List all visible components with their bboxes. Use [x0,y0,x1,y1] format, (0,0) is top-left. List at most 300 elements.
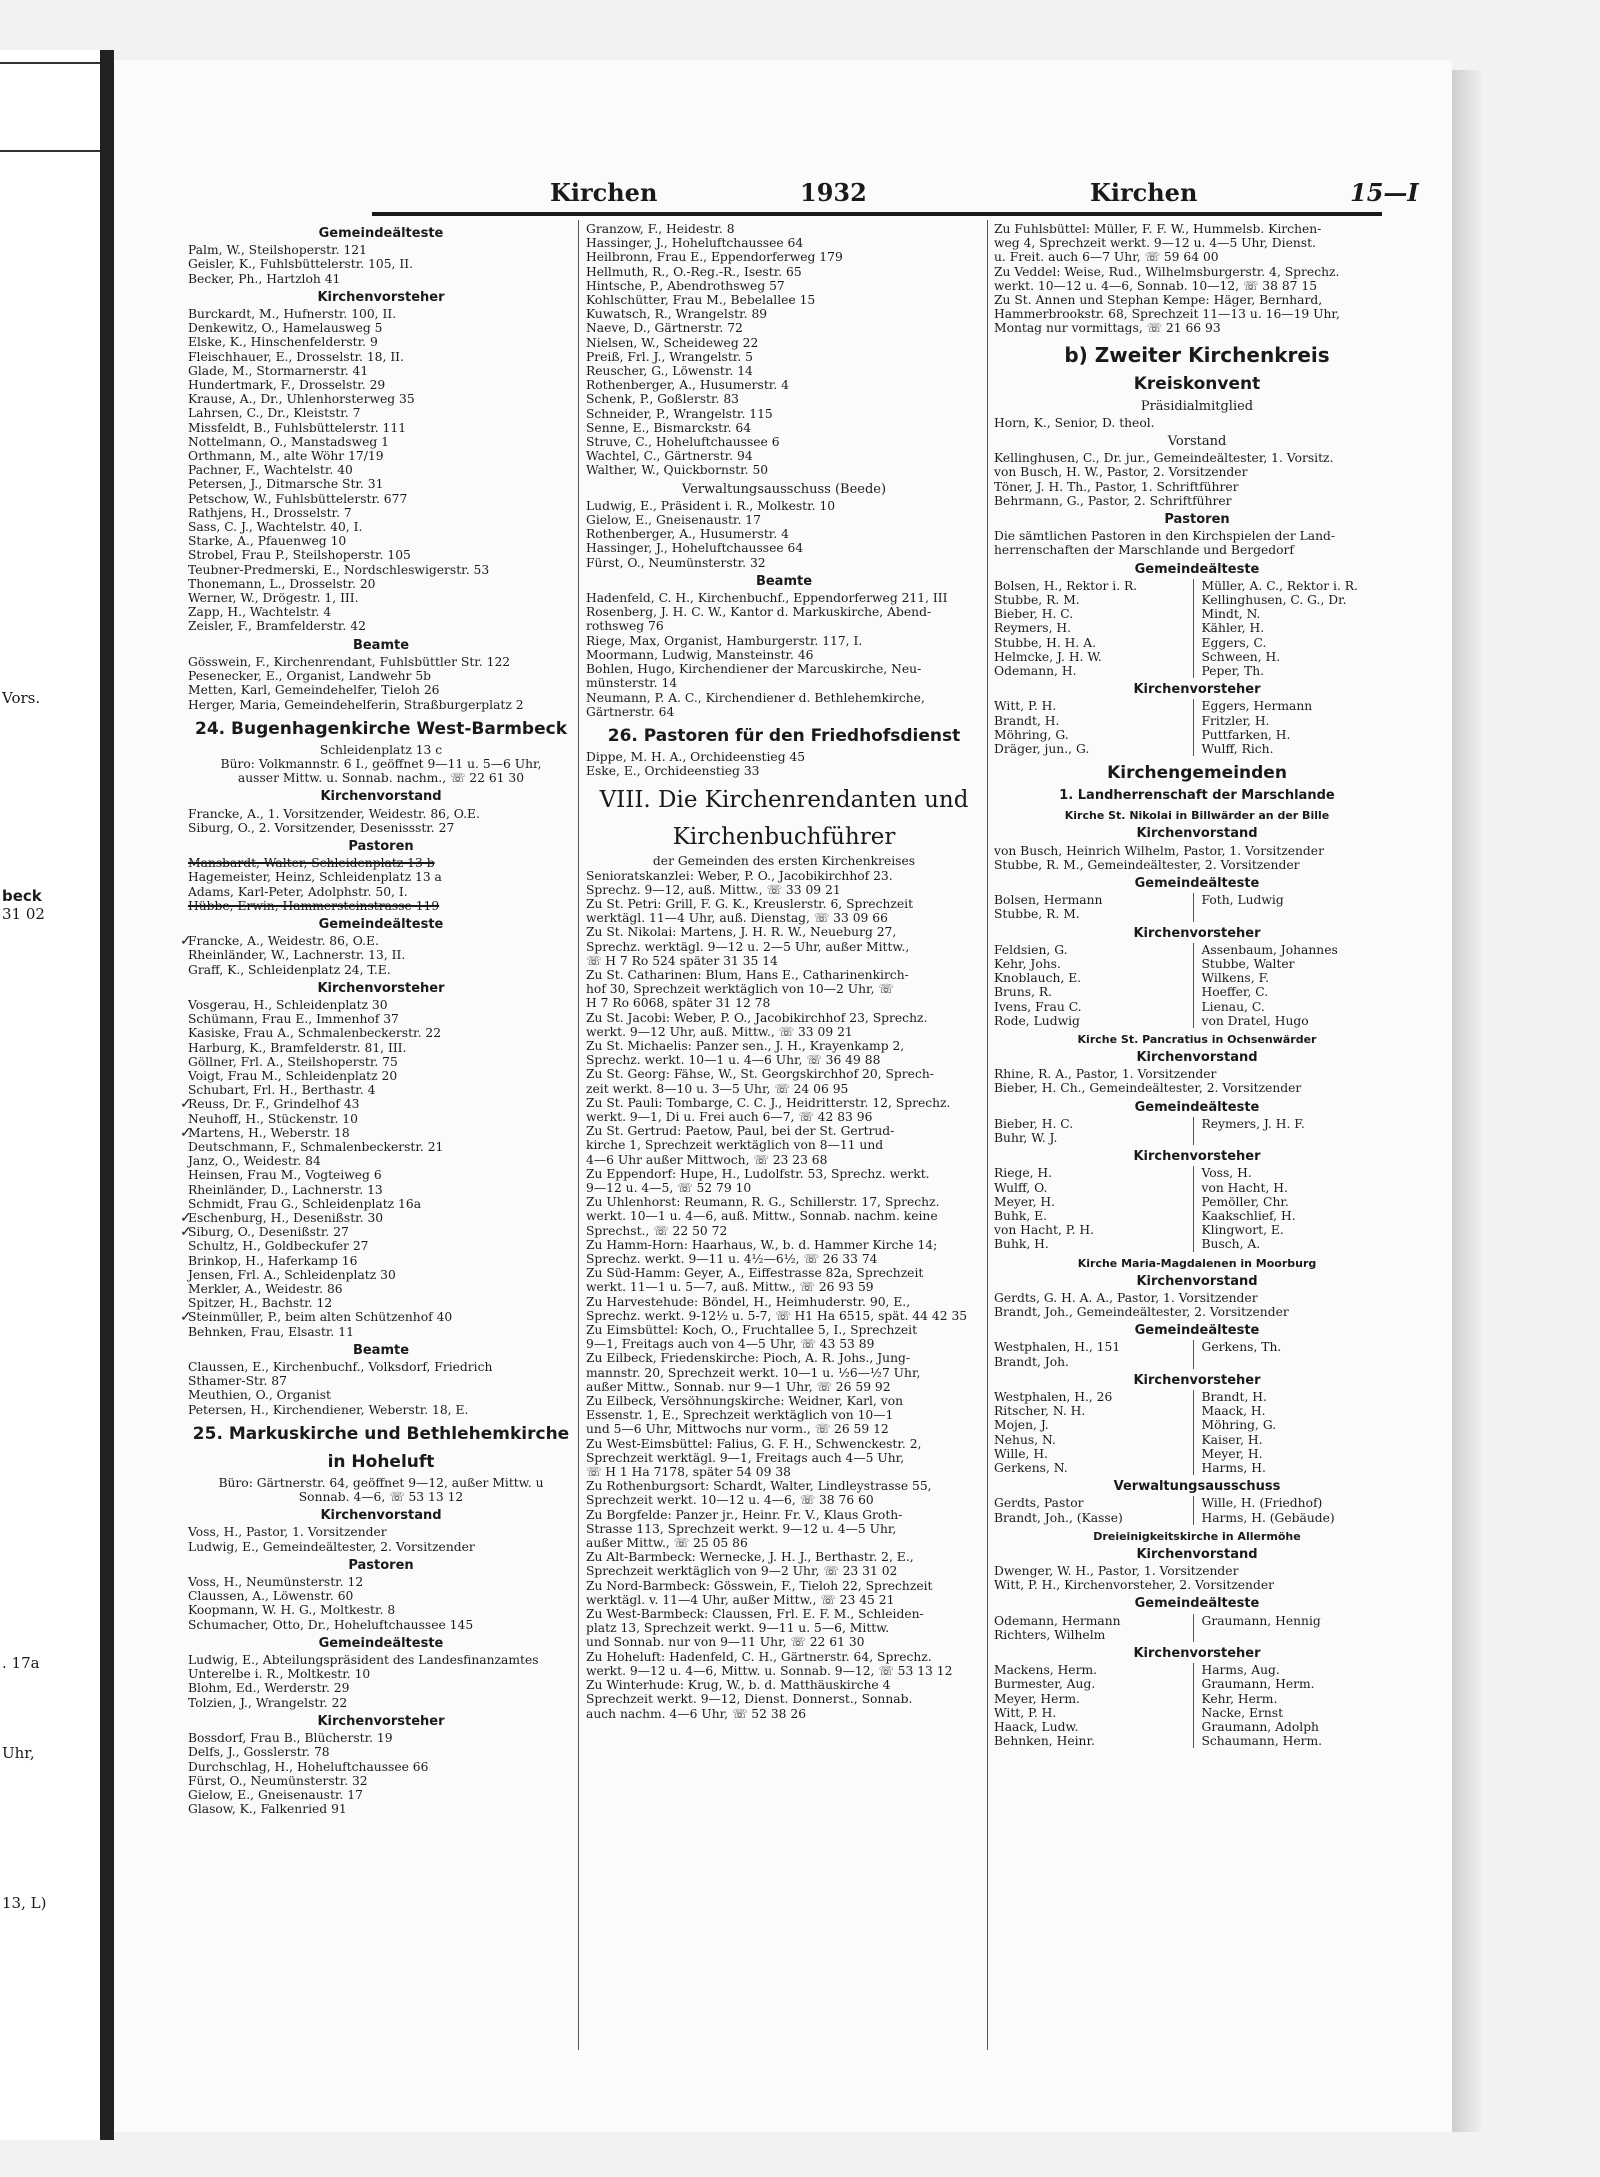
chapter-title: VIII. Die Kirchenrendanten und [599,787,969,814]
entry-line: Sprechzeit werkt. 9—12, Dienst. Donnerst., Sonnab. [586,1692,913,1707]
right-name: Harms, H. [1193,1461,1401,1475]
check-mark-icon: ✓ [180,1210,192,1226]
right-name: Graumann, Herm. [1193,1677,1401,1691]
entry-line: Senioratskanzlei: Weber, P. O., Jacobikirchhof 23. [586,868,893,883]
right-name: Gerkens, Th. [1193,1340,1401,1354]
check-mark-icon: ✓ [180,1124,192,1141]
two-column-row [994,985,1400,999]
entry-line: Bieber, H. Ch., Gemeindeältester, 2. Vorsitzender [994,1081,1302,1096]
entry-line: Zu Rothenburgsort: Schardt, Walter, Lindleystrasse 55, [586,1479,932,1494]
entry-line: Riege, Max, Organist, Hamburgerstr. 117, I. [586,633,863,648]
two-column-row [994,714,1400,728]
two-column-row [994,1628,1400,1642]
entry-line: Zu Eppendorf: Hupe, H., Ludolfstr. 53, Sprechz. werkt. [586,1166,930,1181]
two-column-row [994,1614,1400,1628]
entry-line: Sprechzeit werktäglich von 9—2 Uhr, ☏ 23 31 02 [586,1564,898,1579]
two-column-row [994,1706,1400,1720]
entry-line: von Busch, Heinrich Wilhelm, Pastor, 1. Vorsitzender [994,843,1324,858]
entry-line: Zu St. Catharinen: Blum, Hans E., Catharinenkirch- [586,967,909,982]
entry-line: Zu West-Eimsbüttel: Falius, G. F. H., Schwenckestr. 2, [586,1436,922,1451]
entry-line: Behrmann, G., Pastor, 2. Schriftführer [994,493,1232,508]
entry-line: Struve, C., Hoheluftchaussee 6 [586,435,780,450]
section-heading: Gemeindeälteste [318,226,444,241]
left-name: Stubbe, H. H. A. [994,635,1096,650]
entry-line: Missfeldt, B., Fuhlsbüttelerstr. 111 [188,420,407,435]
entry-line: und Sonnab. nur von 9—11 Uhr, ☏ 22 61 30 [586,1635,865,1650]
struck-entry: Mansbardt, Walter, Schleidenplatz 13 b [188,856,435,871]
entry-line: Fleischhauer, E., Drosselstr. 18, II. [188,349,404,364]
entry-line: Zu St. Pauli: Tombarge, C. C. J., Heidritterstr. 12, Sprechz. [586,1095,951,1110]
right-name: Nacke, Ernst [1193,1706,1401,1720]
entry-line: Zu Eilbeck, Friedenskirche: Pioch, A. R. Johs., Jung- [586,1351,911,1366]
column-rule [578,220,579,2050]
entry-line: Behnken, Frau, Elsastr. 11 [188,1324,354,1339]
entry-line: Neumann, P. A. C., Kirchendiener d. Bethlehemkirche, [586,690,925,705]
two-column-row [994,943,1400,957]
section-heading: Gemeindeälteste [1134,1596,1260,1612]
entry-line: Wachtel, C., Gärtnerstr. 94 [586,449,753,464]
left-name: Richters, Wilhelm [994,1627,1106,1642]
two-column-row [994,1014,1400,1028]
entry-line: ☏ H 1 Ha 7178, später 54 09 38 [586,1465,792,1480]
entry-line: Voigt, Frau M., Schleidenplatz 20 [188,1068,398,1083]
entry-line: Schenk, P., Goßlerstr. 83 [586,392,739,407]
section-heading: Kirchenvorstand [1136,826,1258,842]
entry-line: Becker, Ph., Hartzloh 41 [188,271,341,286]
two-column-row [994,1496,1400,1510]
entry-line: kirche 1, Sprechzeit werktäglich von 8—11 und [586,1138,884,1153]
section-heading: Kirchenvorstand [1136,1049,1258,1065]
edge-text: . 17a [2,1654,40,1672]
entry-line: Denkewitz, O., Hamelausweg 5 [188,321,383,336]
section-heading: Kirchenvorsteher [317,289,445,305]
entry-line: Claussen, E., Kirchenbuchf., Volksdorf, Friedrich [188,1360,493,1375]
entry-line: Glasow, K., Falkenried 91 [188,1802,347,1817]
two-column-row [994,579,1400,593]
entry-line: Hellmuth, R., O.-Reg.-R., Isestr. 65 [586,264,802,279]
entry-line: Kuwatsch, R., Wrangelstr. 89 [586,307,768,322]
edge-text: beck [2,887,42,905]
two-column-row [994,728,1400,742]
entry-line: Zu Eilbeck, Versöhnungskirche: Weidner, Karl, von [586,1394,904,1409]
right-name: Busch, A. [1193,1237,1401,1251]
entry-line: Rheinländer, D., Lachnerstr. 13 [188,1182,383,1197]
section-heading: Gemeindeälteste [318,1635,444,1651]
entry-line: Janz, O., Weidestr. 84 [188,1154,321,1169]
entry-line: Voss, H., Neumünsterstr. 12 [188,1575,364,1590]
edge-text: 31 02 [2,905,45,923]
church-subtitle: Kirche St. Pancratius in Ochsenwärder [1077,1032,1317,1046]
right-name [1193,1355,1401,1369]
entry-line: Blohm, Ed., Werderstr. 29 [188,1681,350,1696]
two-column-row [994,621,1400,635]
entry-line: Metten, Karl, Gemeindehelfer, Tieloh 26 [188,683,440,698]
two-column-row [994,1692,1400,1706]
entry-line: Moormann, Ludwig, Mansteinstr. 46 [586,647,814,662]
entry-line: Pesenecker, E., Organist, Landwehr 5b [188,669,432,684]
section-heading: Gemeindeälteste [1134,875,1260,891]
entry-line: Geisler, K., Fuhlsbüttelerstr. 105, II. [188,257,413,272]
entry-line: Zu St. Petri: Grill, F. G. K., Kreuslerstr. 6, Sprechzeit [586,896,914,911]
right-name: von Hacht, H. [1193,1181,1401,1195]
entry-line: Teubner-Predmerski, E., Nordschleswigerstr. 53 [188,562,490,577]
left-name: Bruns, R. [994,985,1053,1000]
edge-text: Uhr, [2,1744,35,1762]
entry-line: u. Freit. auch 6—7 Uhr, ☏ 59 64 00 [994,250,1219,265]
page-number: 15—I [1350,178,1419,207]
section-heading: Pastoren [348,1557,414,1573]
entry-line: werkt. 9—1, Di u. Frei auch 6—7, ☏ 42 83 96 [586,1109,873,1124]
centered-line: Büro: Volkmannstr. 6 I., geöffnet 9—11 u. 5—6 Uhr, [220,756,542,771]
entry-line: Petersen, H., Kirchendiener, Weberstr. 18, E. [188,1402,469,1417]
church-title: 26. Pastoren für den Friedhofsdienst [607,725,961,746]
check-mark-icon: ✓ [180,1224,192,1241]
right-name: Kaiser, H. [1193,1433,1401,1447]
two-column-row [994,1663,1400,1677]
two-column-row [994,699,1400,713]
marked-entry: Reuss, Dr. F., Grindelhof 43 ✓ [180,1096,360,1113]
entry-line: Tolzien, J., Wrangelstr. 22 [188,1695,348,1710]
left-name: Burmester, Aug. [994,1677,1096,1692]
entry-line: Rathjens, H., Drosselstr. 7 [188,505,352,520]
entry-line: Zu Fuhlsbüttel: Müller, F. F. W., Hummelsb. Kirchen- [994,222,1322,236]
entry-line: Sprechz. 9—12, auß. Mittw., ☏ 33 09 21 [586,882,841,897]
marked-entry: Francke, A., Weidestr. 86, O.E. ✓ [180,933,379,950]
check-mark-icon: ✓ [180,1309,192,1326]
section-heading: Präsidialmitglied [1140,398,1254,414]
entry-line: Sprechz. werkt. 9—11 u. 4½—6½, ☏ 26 33 74 [586,1252,878,1266]
entry-line: Eske, E., Orchideenstieg 33 [586,764,760,779]
entry-line: zeit werkt. 8—10 u. 3—5 Uhr, ☏ 24 06 95 [586,1081,849,1096]
two-column-row [994,607,1400,621]
entry-line: Siburg, O., 2. Vorsitzender, Desenissstr. 27 [188,820,455,835]
right-name: Pemöller, Chr. [1193,1195,1401,1209]
section-heading: Kirchenvorsteher [1133,1372,1261,1388]
entry-line: Adams, Karl-Peter, Adolphstr. 50, I. [188,884,408,899]
entry-line: H 7 Ro 6068, später 31 12 78 [586,996,771,1011]
entry-line: werkt. 11—1 u. 5—7, auß. Mittw., ☏ 26 93 59 [586,1280,874,1295]
left-name: Brandt, Joh. [994,1354,1069,1369]
left-name: Brandt, H. [994,713,1060,728]
right-name: Harms, Aug. [1193,1663,1401,1677]
entry-line: Zu Nord-Barmbeck: Gösswein, F., Tieloh 22, Sprechzeit [586,1578,933,1593]
entry-line: Fürst, O., Neumünsterstr. 32 [586,555,766,570]
entry-line: Harburg, K., Bramfelderstr. 81, III. [188,1040,407,1055]
left-name: Meyer, H. [994,1194,1056,1209]
left-name: Kehr, Johs. [994,956,1061,971]
right-name: Wulff, Rich. [1193,742,1401,756]
entry-line: Dwenger, W. H., Pastor, 1. Vorsitzender [994,1564,1239,1579]
entry-line: Werner, W., Drögestr. 1, III. [188,591,359,606]
right-name: Assenbaum, Johannes [1193,943,1401,957]
entry-line: Gielow, E., Gneisenaustr. 17 [188,1787,363,1802]
entry-line: Zu Hamm-Horn: Haarhaus, W., b. d. Hammer Kirche 14; [586,1237,938,1252]
struck-entry: Hübbe, Erwin, Hammersteinstrasse 119 [188,898,440,913]
two-column-row [994,1237,1400,1251]
entry-line: Kohlschütter, Frau M., Bebelallee 15 [586,293,816,308]
right-name [1193,1131,1401,1145]
entry-line: Preiß, Frl. J., Wrangelstr. 5 [586,349,753,364]
section-heading: Pastoren [1164,512,1230,528]
two-column-row [994,1355,1400,1369]
two-column-row [994,1447,1400,1461]
entry-line: rothsweg 76 [586,619,664,634]
section-heading: Kirchenvorsteher [317,1713,445,1729]
entry-line: Sprechz. werkt. 9-12½ u. 5-7, ☏ H1 Ha 6515, spät. 44 42 35 [586,1308,968,1323]
entry-line: Zu Harvestehude: Böndel, H., Heimhuderstr. 90, E., [586,1294,911,1309]
entry-line: Orthmann, M., alte Wöhr 17/19 [188,449,384,464]
entry-line: auch nachm. 4—6 Uhr, ☏ 52 38 26 [586,1706,807,1721]
two-column-row [994,1720,1400,1734]
entry-line: werkt. 10—12 u. 4—6, Sonnab. 10—12, ☏ 38 87 15 [994,278,1318,293]
entry-line: Senne, E., Bismarckstr. 64 [586,420,752,435]
edge-rule [0,150,100,152]
section-heading: Kirchenvorsteher [1133,925,1261,941]
left-name: Buhr, W. J. [994,1130,1058,1145]
entry-line: Heilbronn, Frau E., Eppendorferweg 179 [586,250,843,265]
entry-line: Nottelmann, O., Manstadsweg 1 [188,434,390,449]
two-column-row [994,742,1400,756]
right-name: Fritzler, H. [1193,714,1401,728]
left-name: von Hacht, P. H. [994,1223,1095,1238]
two-column-row [994,1340,1400,1354]
right-name: Graumann, Hennig [1193,1614,1401,1628]
entry-line: Dippe, M. H. A., Orchideenstieg 45 [586,749,806,764]
right-name: Reymers, J. H. F. [1193,1117,1401,1131]
entry-line: Schümann, Frau E., Immenhof 37 [188,1012,399,1027]
marked-entry: Siburg, O., Desenißstr. 27 ✓ [180,1224,349,1241]
centered-line: Schleidenplatz 13 c [319,742,443,757]
entry-line: werktägl. 11—4 Uhr, auß. Dienstag, ☏ 33 09 66 [586,911,888,926]
entry-line: Nielsen, W., Scheideweg 22 [586,335,759,350]
entry-line: Strasse 113, Sprechzeit werkt. 9—12 u. 4—5 Uhr, [586,1521,897,1536]
church-subtitle: Dreieinigkeitskirche in Allermöhe [1093,1529,1301,1543]
right-name: Kähler, H. [1193,621,1401,635]
entry-line: Bossdorf, Frau B., Blücherstr. 19 [188,1731,393,1746]
two-column-row [994,1195,1400,1209]
entry-line: Schneider, P., Wrangelstr. 115 [586,406,773,421]
two-column-row [994,1734,1400,1748]
two-column-row [994,664,1400,678]
left-name: Wulff, O. [994,1180,1048,1195]
left-name: Odemann, H. [994,664,1077,679]
entry-line: Schmidt, Frau G., Schleidenplatz 16a [188,1196,422,1211]
entry-line: Ludwig, E., Gemeindeältester, 2. Vorsitzender [188,1539,475,1554]
entry-line: Zu Veddel: Weise, Rud., Wilhelmsburgerstr. 4, Sprechz. [994,264,1340,279]
district-title: b) Zweiter Kirchenkreis [1064,342,1330,367]
entry-line: Hammerbrookstr. 68, Sprechzeit 11—13 u. 16—19 Uhr, [994,307,1340,322]
entry-line: Rhine, R. A., Pastor, 1. Vorsitzender [994,1067,1217,1082]
left-name: Meyer, Herm. [994,1691,1080,1706]
entry-line: Gösswein, F., Kirchenrendant, Fuhlsbüttler Str. 122 [188,654,511,669]
entry-line: Zapp, H., Wachtelstr. 4 [188,605,332,620]
right-name: Peper, Th. [1193,664,1401,678]
entry-line: Zu Borgfelde: Panzer jr., Heinr. Fr. V., Klaus Groth- [586,1507,903,1522]
left-name: Witt, P. H. [994,699,1057,714]
document-page [114,60,1452,2132]
two-column-row [994,1131,1400,1145]
entry-line: Zeisler, F., Bramfelderstr. 42 [188,619,366,634]
entry-line: Walther, W., Quickbornstr. 50 [586,463,769,478]
church-title: 25. Markuskirche und Bethlehemkirche [192,1423,570,1444]
two-column-row [994,893,1400,907]
entry-line: Reuscher, G., Löwenstr. 14 [586,364,753,379]
right-name: Harms, H. (Gebäude) [1193,1511,1401,1525]
section-heading: Gemeindeälteste [1134,1323,1260,1339]
left-name: Witt, P. H. [994,1705,1057,1720]
right-name: Eggers, Hermann [1193,699,1401,713]
entry-line: Glade, M., Stormarnerstr. 41 [188,363,369,378]
entry-line: Sass, C. J., Wachtelstr. 40, I. [188,520,363,535]
left-name: Westphalen, H., 151 [994,1340,1121,1355]
section-heading: Kirchenvorstand [320,1508,442,1524]
right-name: Voss, H. [1193,1166,1401,1180]
two-column-row [994,593,1400,607]
entry-line: Witt, P. H., Kirchenvorsteher, 2. Vorsitzender [994,1578,1274,1593]
left-name: Bieber, H. C. [994,607,1074,622]
two-column-row [994,1390,1400,1404]
entry-line: Vosgerau, H., Schleidenplatz 30 [188,997,388,1012]
left-name: Bolsen, Hermann [994,893,1103,908]
left-name: Brandt, Joh., (Kasse) [994,1510,1123,1525]
church-subtitle: Kirche St. Nikolai in Billwärder an der Bille [1064,809,1330,823]
right-name: Lienau, C. [1193,1000,1401,1014]
entry-line: hof 30, Sprechzeit werktäglich von 10—2 Uhr, ☏ [586,982,894,997]
edge-text: 13, L) [2,1894,47,1912]
right-name: Mindt, N. [1193,607,1401,621]
entry-line: Gärtnerstr. 64 [586,704,675,719]
entry-line: Zu Alt-Barmbeck: Wernecke, J. H. J., Berthastr. 2, E., [586,1550,914,1565]
left-name: Dräger, jun., G. [994,742,1090,757]
right-name: Wille, H. (Friedhof) [1193,1496,1401,1510]
entry-line: 4—6 Uhr außer Mittwoch, ☏ 23 23 68 [586,1152,828,1167]
entry-line: Fürst, O., Neumünsterstr. 32 [188,1773,368,1788]
section-heading: Kirchenvorstand [320,789,442,805]
church-title: in Hoheluft [327,1451,435,1472]
centered-line: Büro: Gärtnerstr. 64, geöffnet 9—12, außer Mittw. u [218,1475,544,1490]
header-left: Kirchen [550,178,658,207]
right-name: von Dratel, Hugo [1193,1014,1401,1028]
entry-line: Töner, J. H. Th., Pastor, 1. Schriftführer [994,479,1239,494]
left-name: Buhk, H. [994,1237,1049,1252]
entry-line: von Busch, H. W., Pastor, 2. Vorsitzender [994,465,1248,480]
left-name: Feldsien, G. [994,942,1068,957]
entry-line: Zu St. Annen und Stephan Kempe: Häger, Bernhard, [994,293,1323,308]
entry-line: Lahrsen, C., Dr., Kleiststr. 7 [188,406,361,421]
two-column-row [994,1117,1400,1131]
section-heading: Gemeindeälteste [318,916,444,932]
entry-line: werkt. 9—12 Uhr, auß. Mittw., ☏ 33 09 21 [586,1024,853,1039]
section-heading: Kirchenvorsteher [317,980,445,996]
binding-shadow [100,50,114,2140]
entry-line: Sprechzeit werkt. 10—12 u. 4—6, ☏ 38 76 60 [586,1493,874,1508]
section-heading: Beamte [352,637,410,653]
marked-entry: Steinmüller, P., beim alten Schützenhof 40 ✓ [180,1309,453,1326]
entry-line: Graff, K., Schleidenplatz 24, T.E. [188,962,391,977]
entry-line: Palm, W., Steilshoperstr. 121 [188,243,367,258]
left-name: Knoblauch, E. [994,971,1082,986]
church-subtitle: Kirche Maria-Magdalenen in Moorburg [1077,1256,1317,1270]
left-name: Ivens, Frau C. [994,999,1082,1014]
edge-text: Vors. [2,689,41,707]
header-year: 1932 [800,178,867,207]
entry-line: Gielow, E., Gneisenaustr. 17 [586,513,761,528]
entry-line: Sprechz. werkt. 10—1 u. 4—6 Uhr, ☏ 36 49 88 [586,1053,881,1068]
entry-line: Sprechzeit werktägl. 9—1, Freitags auch 4—5 Uhr, [586,1450,905,1465]
entry-line: Rothenberger, A., Husumerstr. 4 [586,378,789,393]
left-name: Haack, Ludw. [994,1720,1079,1735]
two-column-row [994,1404,1400,1418]
section-heading: Beamte [352,1342,410,1358]
right-name: Hoeffer, C. [1193,985,1401,999]
entry-line: Zu St. Jacobi: Weber, P. O., Jacobikirchhof 23, Sprechz. [586,1010,928,1025]
section-heading: Kirchenvorstand [1136,1273,1258,1289]
entry-line: Elske, K., Hinschenfelderstr. 9 [188,335,378,350]
left-name: Buhk, E. [994,1208,1048,1223]
church-title: Kirchengemeinden [1107,763,1287,784]
left-name: Möhring, G. [994,727,1069,742]
entry-line: Durchschlag, H., Hoheluftchaussee 66 [188,1759,429,1774]
entry-line: werktägl. v. 11—4 Uhr, außer Mittw., ☏ 23 45 21 [586,1592,895,1607]
column-rule [987,220,988,2050]
left-name: Helmcke, J. H. W. [994,649,1102,664]
right-name: Schween, H. [1193,650,1401,664]
entry-line: Rheinländer, W., Lachnerstr. 13, II. [188,948,406,963]
entry-line: Bohlen, Hugo, Kirchendiener der Marcuskirche, Neu- [586,662,922,677]
left-name: Gerkens, N. [994,1461,1068,1476]
right-name: Kehr, Herm. [1193,1692,1401,1706]
two-column-row [994,1223,1400,1237]
entry-line: Zu St. Georg: Fähse, W., St. Georgskirchhof 20, Sprech- [586,1067,934,1082]
church-title: Kreiskonvent [1133,373,1261,394]
entry-line: Horn, K., Senior, D. theol. [994,415,1155,430]
section-heading: Kirchenvorstand [1136,1546,1258,1562]
section-heading: Kirchenvorsteher [1133,682,1261,698]
section-heading: Verwaltungsausschuss (Beede) [681,481,887,497]
entry-line: Hagemeister, Heinz, Schleidenplatz 13 a [188,870,442,885]
two-column-row [994,957,1400,971]
right-name: Müller, A. C., Rektor i. R. [1193,579,1401,593]
entry-line: Zu St. Gertrud: Paetow, Paul, bei der St. Gertrud- [586,1124,895,1139]
left-name: Bolsen, H., Rektor i. R. [994,578,1138,593]
entry-line: Pachner, F., Wachtelstr. 40 [188,463,353,478]
previous-page-edge [0,50,114,2140]
entry-line: mannstr. 20, Sprechzeit werkt. 10—1 u. ½6—½7 Uhr, [586,1365,921,1380]
right-name [1193,1628,1401,1642]
two-column-row [994,1209,1400,1223]
entry-line: Essenstr. 1, E., Sprechzeit werktäglich von 10—1 [586,1408,894,1423]
left-name: Ritscher, N. H. [994,1404,1086,1419]
left-name: Wille, H. [994,1446,1048,1461]
two-column-row [994,1166,1400,1180]
entry-line: Die sämtlichen Pastoren in den Kirchspielen der Land- [994,529,1336,544]
right-name: Wilkens, F. [1193,971,1401,985]
entry-line: Kellinghusen, C., Dr. jur., Gemeindeältester, 1. Vorsitz. [994,451,1334,466]
entry-line: Schultz, H., Goldbeckufer 27 [188,1239,369,1254]
two-column-row [994,636,1400,650]
entry-line: Hassinger, J., Hoheluftchaussee 64 [586,541,804,556]
column-2 [586,222,982,1721]
entry-line: Zu Uhlenhorst: Reumann, R. G., Schillerstr. 17, Sprechz. [586,1195,940,1210]
right-name: Brandt, H. [1193,1390,1401,1404]
right-name: Maack, H. [1193,1404,1401,1418]
entry-line: Heinsen, Frau M., Vogteiweg 6 [188,1168,382,1183]
entry-line: Koopmann, W. H. G., Moltkestr. 8 [188,1603,396,1618]
entry-line: Göllner, Frl. A., Steilshoperstr. 75 [188,1054,398,1069]
entry-line: Sprechz. werktägl. 9—12 u. 2—5 Uhr, außer Mittw., [586,939,910,954]
section-heading: Gemeindeälteste [1134,1099,1260,1115]
header-right: Kirchen [1090,178,1198,207]
